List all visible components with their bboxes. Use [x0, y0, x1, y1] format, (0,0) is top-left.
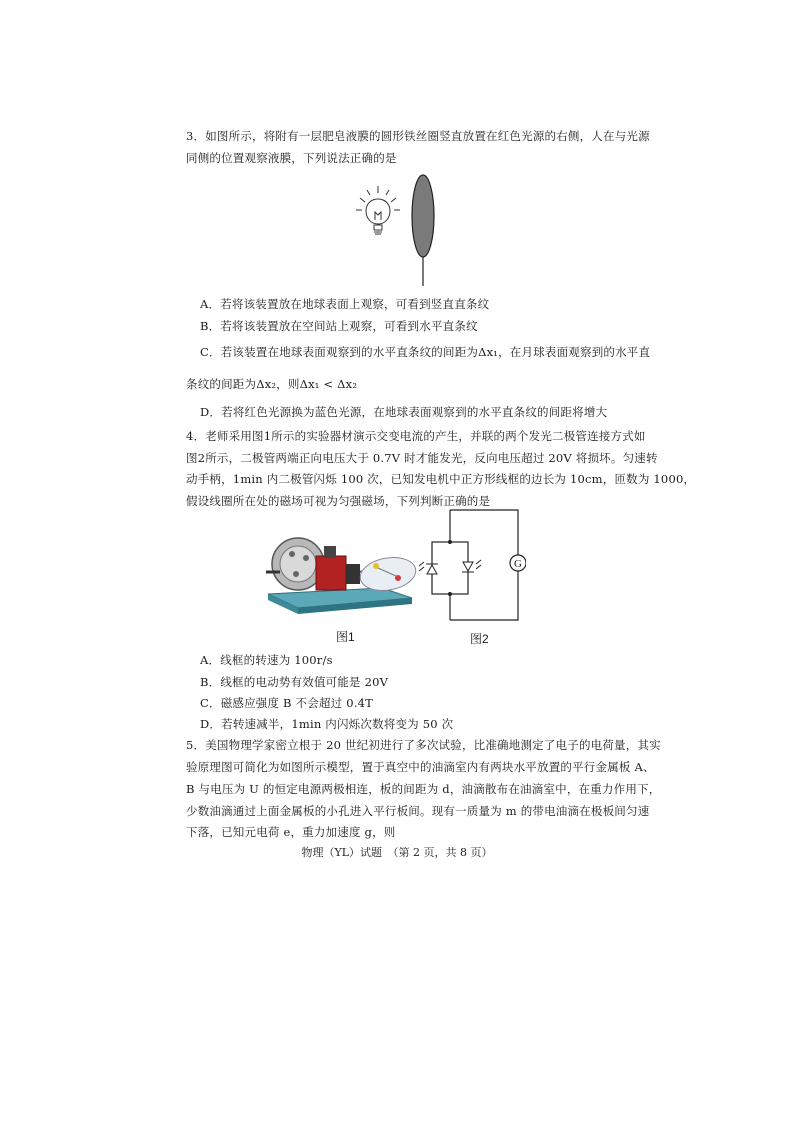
q3-option-c-continued: 条纹的间距为Δx₂，则Δx₁ < Δx₂: [186, 377, 358, 391]
q4-option-d: D．若转速减半，1min 内闪烁次数将变为 50 次: [200, 717, 454, 731]
q4-option-b: B．线框的电动势有效值可能是 20V: [200, 675, 389, 689]
q5-line4: 少数油滴通过上面金属板的小孔进入平行板间。现有一质量为 m 的带电油滴在极板间匀速: [186, 804, 650, 818]
led-diode-left: [419, 562, 438, 574]
q4-option-a: A．线框的转速为 100r/s: [200, 653, 333, 667]
bulb-icon: [356, 186, 400, 234]
q5-line1: 5．美国物理学家密立根于 20 世纪初进行了多次试验，比准确地测定了电子的电荷量，其实: [186, 738, 661, 752]
diode-circuit-figure: [418, 504, 526, 626]
galvanometer-label: G: [514, 558, 522, 570]
q5-line3: B 与电压为 U 的恒定电源两极相连，板的间距为 d，油滴散布在油滴室中，在重力作用下，: [186, 782, 661, 796]
q3-figure: [350, 172, 460, 288]
q3-option-c: C．若该装置在地球表面观察到的水平直条纹的间距为Δx₁，在月球表面观察到的水平直: [200, 345, 651, 359]
figure-1-label: 图1: [336, 630, 355, 644]
q3-stem-line2: 同侧的位置观察液膜，下列说法正确的是: [186, 151, 397, 165]
q3-option-a: A．若将该装置放在地球表面上观察，可看到竖直直条纹: [200, 297, 490, 311]
figure-2-label: 图2: [470, 632, 489, 646]
q4-stem-line2: 图2所示，二极管两端正向电压大于 0.7V 时才能发光，反向电压超过 20V 将损坏。匀速转: [186, 451, 658, 465]
q3-option-b: B．若将该装置放在空间站上观察，可看到水平直条纹: [200, 319, 478, 333]
q5-line5: 下落，已知元电荷 e，重力加速度 g，则: [186, 825, 396, 839]
q3-option-d: D．若将红色光源换为蓝色光源，在地球表面观察到的水平直条纹的间距将增大: [200, 405, 608, 419]
soap-film-ring: [412, 175, 434, 286]
q4-stem-line3: 动手柄，1min 内二极管闪烁 100 次，已知发电机中正方形线框的边长为 10cm，匝数为 1000，: [186, 472, 696, 486]
q4-option-c: C．磁感应强度 B 不会超过 0.4T: [200, 696, 373, 710]
q4-stem-line1: 4．老师采用图1所示的实验器材演示交变电流的产生，并联的两个发光二极管连接方式如: [186, 429, 646, 443]
page-footer: 物理（YL）试题 （第 2 页，共 8 页）: [301, 846, 493, 859]
generator-apparatus-figure: [262, 522, 422, 622]
q3-stem-line1: 3．如图所示，将附有一层肥皂液膜的圆形铁丝圈竖直放置在红色光源的右侧，人在与光源: [186, 129, 650, 143]
led-diode-right: [462, 560, 481, 572]
q4-stem-line4: 假设线圈所在处的磁场可视为匀强磁场，下列判断正确的是: [186, 494, 491, 508]
q5-line2: 验原理图可简化为如图所示模型，置于真空中的油滴室内有两块水平放置的平行金属板 A、: [186, 760, 655, 774]
